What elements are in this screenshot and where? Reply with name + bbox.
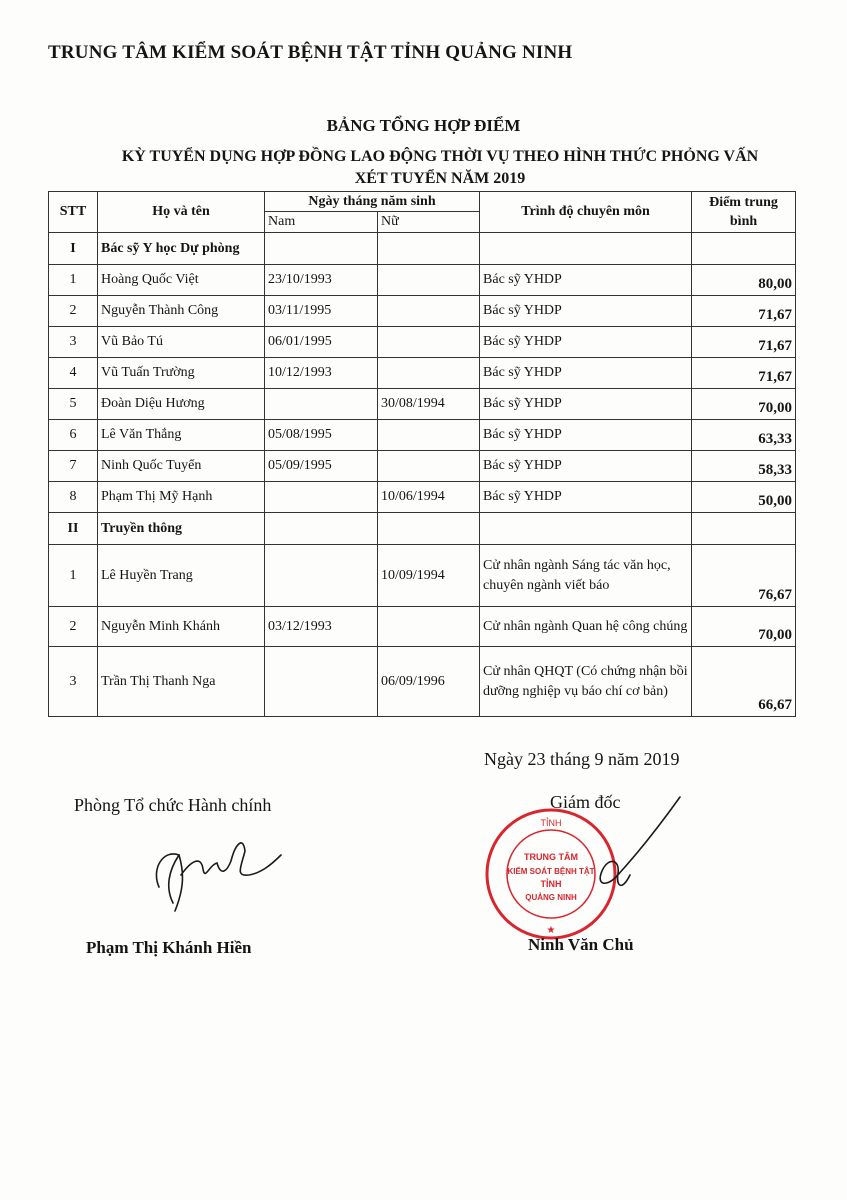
cell-dob-female: 10/09/1994 <box>378 545 480 607</box>
table-row <box>49 482 796 513</box>
cell-dob-male: 06/01/1995 <box>265 327 378 358</box>
cell-score: 76,67 <box>692 545 796 607</box>
cell-name: Phạm Thị Mỹ Hạnh <box>98 482 265 513</box>
table-row <box>49 358 796 389</box>
header-qualification: Trình độ chuyên môn <box>480 192 692 233</box>
svg-text:TRUNG TÂM: TRUNG TÂM <box>524 852 578 862</box>
cell-stt: 1 <box>49 265 98 296</box>
table-row <box>49 420 796 451</box>
section-row <box>49 513 796 545</box>
cell-score: 63,33 <box>692 420 796 451</box>
cell-name: Nguyễn Thành Công <box>98 296 265 327</box>
empty-cell <box>480 513 692 545</box>
empty-cell <box>692 233 796 265</box>
empty-cell <box>265 513 378 545</box>
cell-name: Lê Huyền Trang <box>98 545 265 607</box>
table-row <box>49 296 796 327</box>
cell-score: 70,00 <box>692 389 796 420</box>
empty-cell <box>378 233 480 265</box>
director-signature <box>560 795 685 905</box>
cell-score: 80,00 <box>692 265 796 296</box>
cell-score: 50,00 <box>692 482 796 513</box>
section-row <box>49 233 796 265</box>
cell-name: Vũ Bảo Tú <box>98 327 265 358</box>
cell-score: 71,67 <box>692 327 796 358</box>
cell-dob-male: 05/08/1995 <box>265 420 378 451</box>
table-row <box>49 265 796 296</box>
left-signer-name: Phạm Thị Khánh Hiền <box>86 938 252 957</box>
cell-stt: 5 <box>49 389 98 420</box>
document-subtitle <box>50 146 830 190</box>
cell-dob-female: 30/08/1994 <box>378 389 480 420</box>
cell-name: Trần Thị Thanh Nga <box>98 647 265 717</box>
table-row <box>49 451 796 482</box>
cell-stt: 3 <box>49 327 98 358</box>
table-row <box>49 327 796 358</box>
table-row <box>49 545 796 607</box>
section-index: II <box>49 513 98 545</box>
cell-qualification: Bác sỹ YHDP <box>480 358 692 389</box>
cell-score: 58,33 <box>692 451 796 482</box>
cell-dob-female <box>378 296 480 327</box>
document-title: BẢNG TỔNG HỢP ĐIỂM <box>326 116 521 135</box>
section-title: Truyền thông <box>98 513 265 545</box>
cell-name: Vũ Tuấn Trường <box>98 358 265 389</box>
cell-dob-female <box>378 420 480 451</box>
table-row <box>49 607 796 647</box>
header-stt: STT <box>49 192 98 233</box>
cell-qualification: Bác sỹ YHDP <box>480 482 692 513</box>
svg-text:TỈNH: TỈNH <box>540 879 562 889</box>
svg-text:KIỂM SOÁT BỆNH TẬT: KIỂM SOÁT BỆNH TẬT <box>507 867 595 876</box>
header-female: Nữ <box>378 212 480 233</box>
svg-text:★: ★ <box>546 925 556 936</box>
cell-dob-male: 10/12/1993 <box>265 358 378 389</box>
left-office-title: Phòng Tổ chức Hành chính <box>74 795 272 815</box>
cell-stt: 2 <box>49 607 98 647</box>
cell-qualification: Cử nhân ngành Sáng tác văn học, chuyên ngành viết báo <box>480 545 692 607</box>
header-name: Họ và tên <box>98 192 265 233</box>
empty-cell <box>265 233 378 265</box>
cell-dob-male <box>265 545 378 607</box>
director-title: Giám đốc <box>550 792 621 812</box>
cell-qualification: Bác sỹ YHDP <box>480 327 692 358</box>
cell-stt: 3 <box>49 647 98 717</box>
table-row <box>49 389 796 420</box>
signing-date: Ngày 23 tháng 9 năm 2019 <box>484 749 680 769</box>
cell-dob-female: 10/06/1994 <box>378 482 480 513</box>
score-table <box>48 191 796 717</box>
section-title: Bác sỹ Y học Dự phòng <box>98 233 265 265</box>
cell-qualification: Bác sỹ YHDP <box>480 265 692 296</box>
cell-qualification: Bác sỹ YHDP <box>480 451 692 482</box>
cell-dob-male: 23/10/1993 <box>265 265 378 296</box>
cell-dob-male: 03/12/1993 <box>265 607 378 647</box>
cell-qualification: Cử nhân QHQT (Có chứng nhận bồi dưỡng nghiệp vụ báo chí cơ bản) <box>480 647 692 717</box>
subtitle-line-1: KỲ TUYỂN DỤNG HỢP ĐỒNG LAO ĐỘNG THỜI VỤ THEO HÌNH THỨC PHỎNG VẤN <box>121 148 759 165</box>
table-row <box>49 647 796 717</box>
header-male: Nam <box>265 212 378 233</box>
cell-name: Hoàng Quốc Việt <box>98 265 265 296</box>
cell-score: 71,67 <box>692 296 796 327</box>
cell-score: 71,67 <box>692 358 796 389</box>
organization-name: TRUNG TÂM KIỂM SOÁT BỆNH TẬT TỈNH QUẢNG NINH <box>48 42 573 63</box>
cell-stt: 4 <box>49 358 98 389</box>
cell-qualification: Bác sỹ YHDP <box>480 296 692 327</box>
subtitle-line-2: XÉT TUYỂN NĂM 2019 <box>354 170 526 187</box>
cell-score: 70,00 <box>692 607 796 647</box>
cell-name: Đoàn Diệu Hương <box>98 389 265 420</box>
svg-text:QUẢNG NINH: QUẢNG NINH <box>525 893 577 902</box>
cell-stt: 6 <box>49 420 98 451</box>
cell-dob-male <box>265 389 378 420</box>
svg-text:TỈNH: TỈNH <box>540 818 562 828</box>
empty-cell <box>692 513 796 545</box>
cell-dob-female <box>378 327 480 358</box>
cell-dob-female <box>378 358 480 389</box>
empty-cell <box>480 233 692 265</box>
cell-qualification: Bác sỹ YHDP <box>480 389 692 420</box>
cell-dob-female <box>378 265 480 296</box>
section-index: I <box>49 233 98 265</box>
cell-name: Nguyễn Minh Khánh <box>98 607 265 647</box>
cell-dob-female: 06/09/1996 <box>378 647 480 717</box>
cell-dob-male <box>265 482 378 513</box>
table-body <box>49 233 796 717</box>
cell-dob-female <box>378 607 480 647</box>
director-name: Ninh Văn Chủ <box>528 935 634 954</box>
cell-name: Lê Văn Thắng <box>98 420 265 451</box>
cell-dob-female <box>378 451 480 482</box>
left-signature <box>145 825 290 920</box>
cell-dob-male: 03/11/1995 <box>265 296 378 327</box>
header-score: Điểm trung bình <box>692 192 796 233</box>
cell-stt: 2 <box>49 296 98 327</box>
cell-stt: 7 <box>49 451 98 482</box>
cell-dob-male <box>265 647 378 717</box>
cell-stt: 1 <box>49 545 98 607</box>
cell-score: 66,67 <box>692 647 796 717</box>
cell-name: Ninh Quốc Tuyển <box>98 451 265 482</box>
cell-stt: 8 <box>49 482 98 513</box>
empty-cell <box>378 513 480 545</box>
cell-dob-male: 05/09/1995 <box>265 451 378 482</box>
cell-qualification: Bác sỹ YHDP <box>480 420 692 451</box>
cell-qualification: Cử nhân ngành Quan hệ công chúng <box>480 607 692 647</box>
header-dob: Ngày tháng năm sinh <box>265 192 480 212</box>
